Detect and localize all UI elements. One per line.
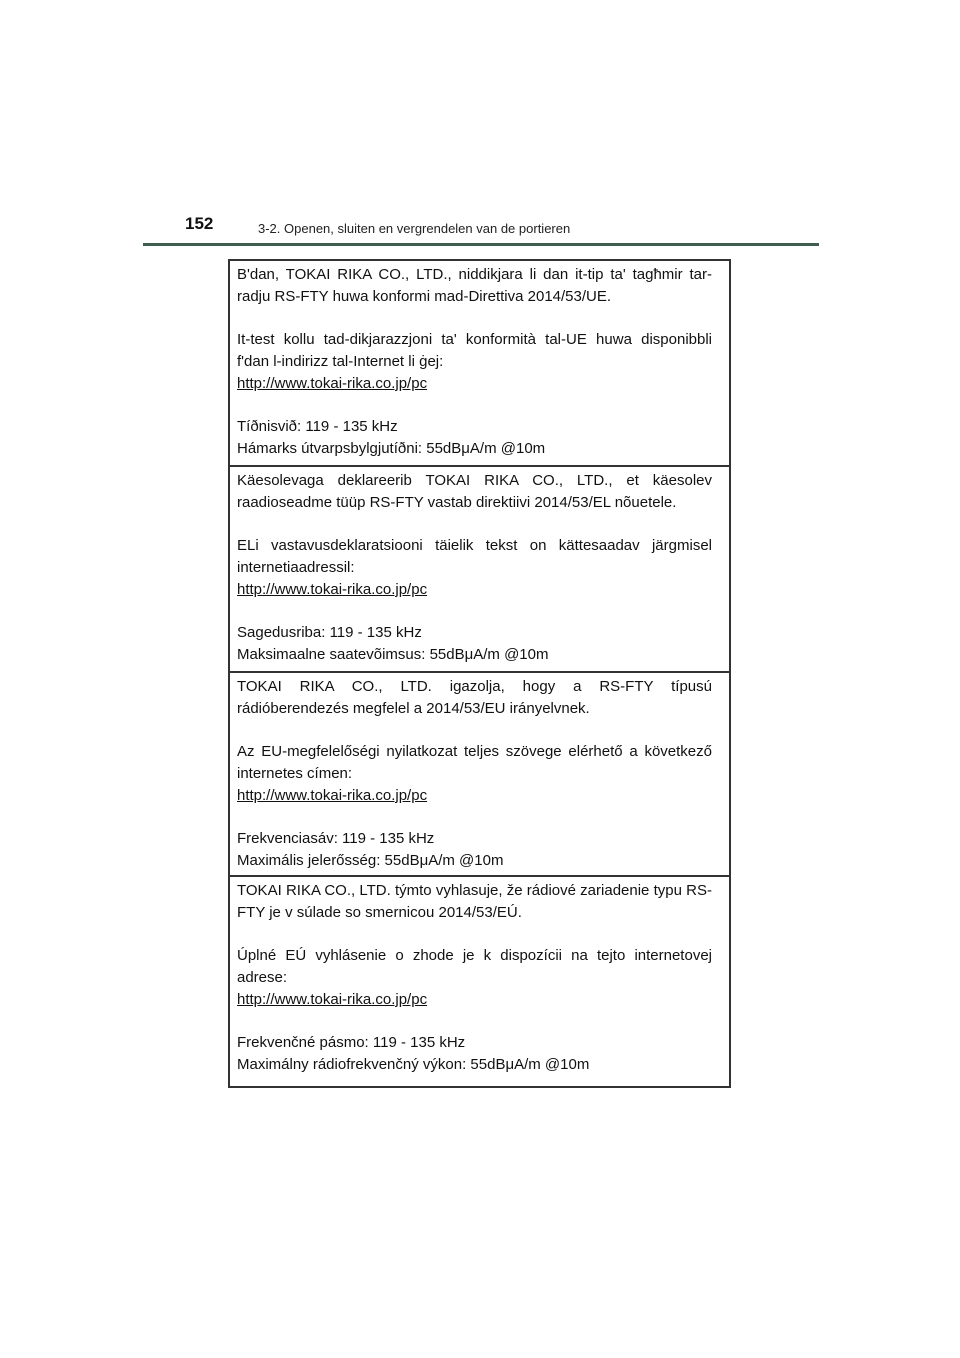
max-power: Hámarks útvarpsbylgjutíðni: 55dBμA/m @10m	[237, 440, 546, 457]
declaration-link[interactable]: http://www.tokai-rika.co.jp/pc	[237, 375, 428, 392]
declaration-link[interactable]: http://www.tokai-rika.co.jp/pc	[237, 581, 428, 598]
declaration-statement: B'dan, TOKAI RIKA CO., LTD., niddikjara li dan it-tip ta' tagħmir tar-radju RS-FTY huwa konformi mad-Direttiva 2014/53/UE.	[237, 266, 712, 305]
frequency-band: Frekvenčné pásmo: 119 - 135 kHz	[237, 1034, 466, 1051]
declaration-block-estonian	[230, 467, 729, 673]
declaration-statement: Käesolevaga deklareerib TOKAI RIKA CO., LTD., et käesolev raadioseadme tüüp RS-FTY vastab direktiivi 2014/53/EL nõuetele.	[237, 472, 712, 511]
frequency-band: Tíðnisvið: 119 - 135 kHz	[237, 418, 398, 435]
declaration-availability: ELi vastavusdeklaratsiooni täielik tekst on kättesaadav järgmisel internetiaadressil:	[237, 537, 712, 576]
declaration-statement: TOKAI RIKA CO., LTD. igazolja, hogy a RS-FTY típusú rádióberendezés megfelel a 2014/53/EU irányelvnek.	[237, 678, 712, 717]
declaration-block-maltese-icelandic	[230, 261, 729, 467]
declaration-statement: TOKAI RIKA CO., LTD. týmto vyhlasuje, že rádiové zariadenie typu RS-FTY je v súlade so smernicou 2014/53/EÚ.	[237, 882, 712, 921]
max-power: Maksimaalne saatevõimsus: 55dBμA/m @10m	[237, 646, 549, 663]
header-rule	[143, 243, 819, 246]
declaration-availability: Az EU-megfelelőségi nyilatkozat teljes szövege elérhető a következő internetes címen:	[237, 743, 712, 782]
declaration-availability: Úplné EÚ vyhlásenie o zhode je k dispozícii na tejto internetovej adrese:	[237, 947, 712, 986]
frequency-band: Sagedusriba: 119 - 135 kHz	[237, 624, 422, 641]
declaration-availability: It-test kollu tad-dikjarazzjoni ta' konformità tal-UE huwa disponibbli f'dan l-indirizz tal-Internet li ġej:	[237, 331, 712, 370]
frequency-band: Frekvenciasáv: 119 - 135 kHz	[237, 830, 435, 847]
section-title: 3-2. Openen, sluiten en vergrendelen van de portieren	[258, 221, 571, 236]
declaration-link[interactable]: http://www.tokai-rika.co.jp/pc	[237, 787, 428, 804]
declaration-link[interactable]: http://www.tokai-rika.co.jp/pc	[237, 991, 428, 1008]
declaration-table	[228, 259, 731, 1088]
declaration-block-slovak	[230, 877, 729, 1086]
max-power: Maximálny rádiofrekvenčný výkon: 55dBμA/m @10m	[237, 1056, 590, 1073]
page-number: 152	[185, 214, 214, 233]
declaration-block-hungarian	[230, 673, 729, 877]
max-power: Maximális jelerősség: 55dBμA/m @10m	[237, 852, 504, 869]
